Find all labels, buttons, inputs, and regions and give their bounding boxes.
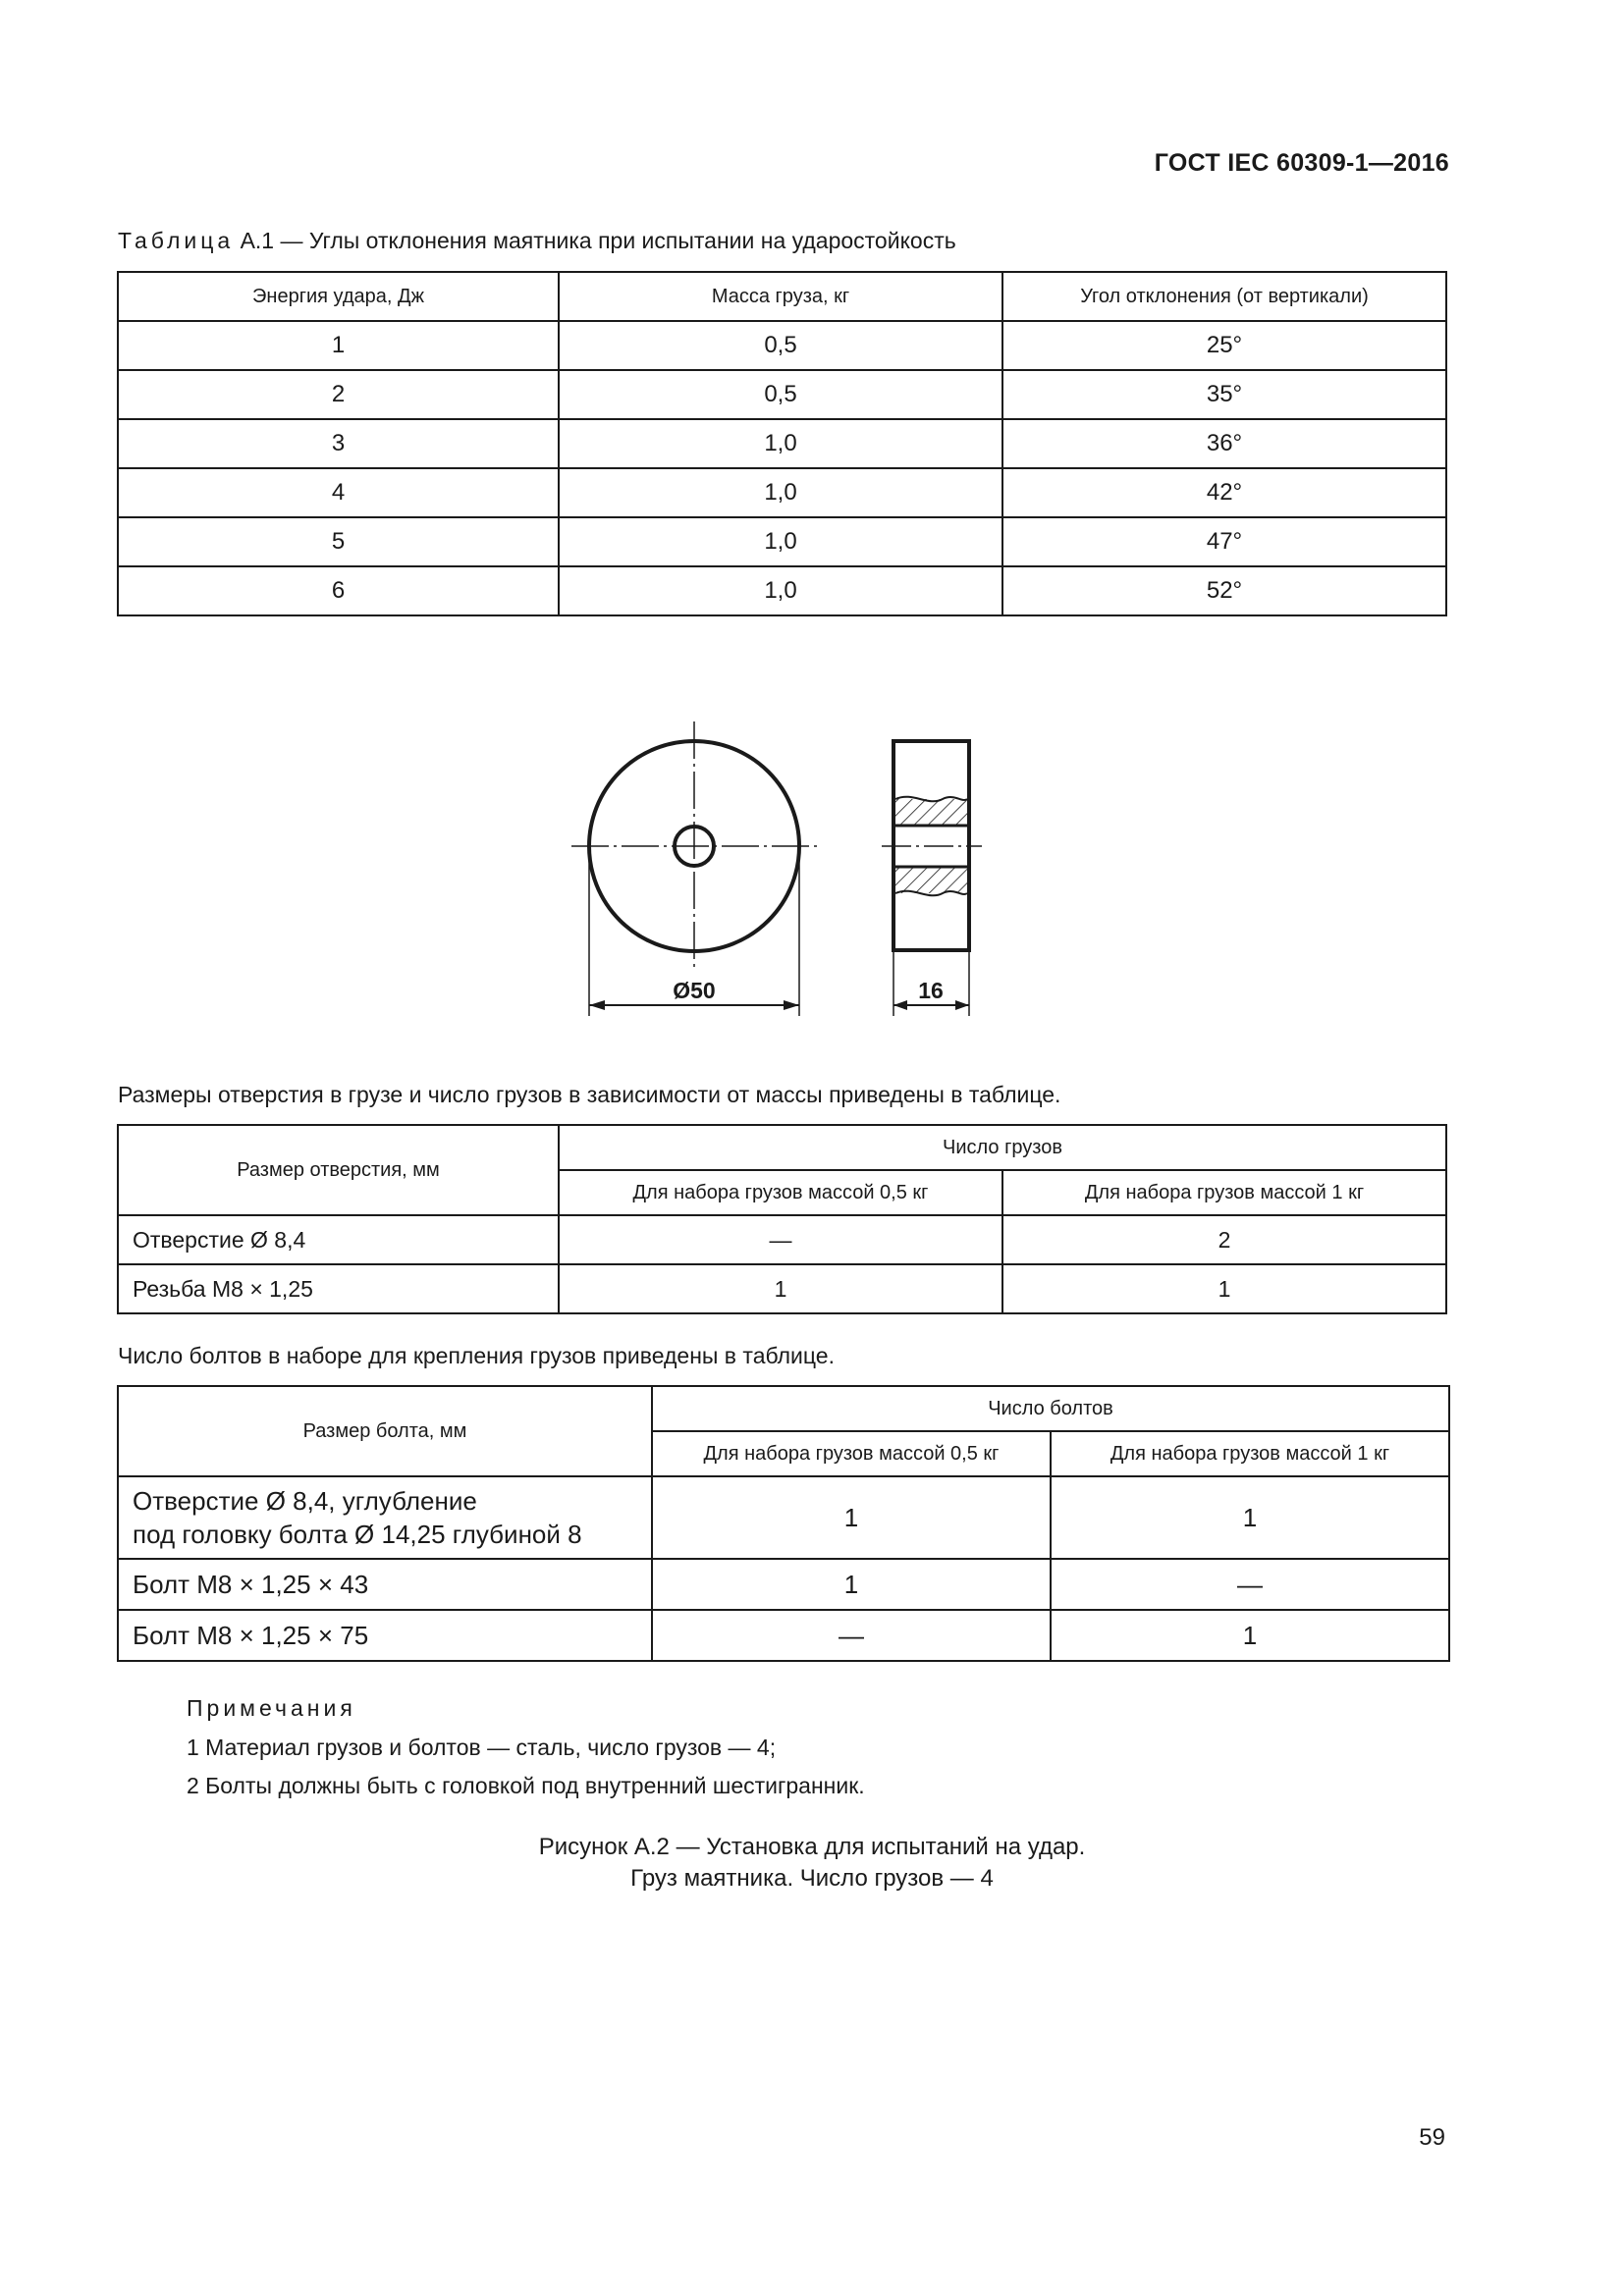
table-cell: 1 (652, 1559, 1051, 1610)
figure-caption-line: Груз маятника. Число грузов — 4 (630, 1865, 994, 1892)
diameter-label: Ø50 (673, 978, 716, 1003)
table-cell: 0,5 (559, 321, 1002, 370)
table-cell: 35° (1002, 370, 1446, 419)
arrow-head (893, 1000, 907, 1010)
table-cell: 1 (559, 1264, 1002, 1313)
cell-line: Отверстие Ø 8,4, углубление (133, 1486, 477, 1516)
note-item: 1 Материал грузов и болтов — сталь, число грузов — 4; (187, 1735, 777, 1760)
hole-size-table (117, 1124, 1447, 1314)
table-cell: 36° (1002, 419, 1446, 468)
deflection-angle-table (117, 271, 1447, 616)
table-cell: — (1051, 1559, 1449, 1610)
table-cell: 1,0 (559, 468, 1002, 517)
subheader-cell: Для набора грузов массой 1 кг (1051, 1431, 1449, 1476)
arrow-head (589, 1000, 605, 1010)
page-number: 59 (1419, 2124, 1445, 2151)
table-cell: 1,0 (559, 419, 1002, 468)
table-row (118, 1559, 1449, 1610)
table-cell: 2 (1002, 1215, 1446, 1264)
note-item: 2 Болты должны быть с головкой под внутренний шестигранник. (187, 1773, 865, 1798)
table-header-row (118, 1386, 1449, 1431)
table-cell: 0,5 (559, 370, 1002, 419)
table-header-row (118, 1125, 1446, 1170)
table-cell: 1 (1051, 1476, 1449, 1559)
table-cell: Болт М8 × 1,25 × 75 (118, 1610, 652, 1661)
notes-title: Примечания (187, 1695, 356, 1721)
table-cell: 3 (118, 419, 559, 468)
thickness-label: 16 (918, 978, 944, 1003)
table-header-row (118, 272, 1446, 321)
table-cell: 42° (1002, 468, 1446, 517)
cell-line: под головку болта Ø 14,25 глубиной 8 (133, 1520, 582, 1549)
figure-caption (0, 1832, 1624, 1895)
table-row (118, 1215, 1446, 1264)
arrow-head (784, 1000, 799, 1010)
table-row (118, 419, 1446, 468)
table-row (118, 321, 1446, 370)
table-cell: 4 (118, 468, 559, 517)
subheader-cell: Для набора грузов массой 0,5 кг (652, 1431, 1051, 1476)
table-cell: 5 (118, 517, 559, 566)
table2-intro: Размеры отверстия в грузе и число грузов в зависимости от массы приведены в таблице. (118, 1082, 1061, 1107)
table-cell: Отверстие Ø 8,4 (118, 1215, 559, 1264)
table1-caption-label: Таблица (118, 228, 235, 253)
table1-caption-text: А.1 — Углы отклонения маятника при испытании на ударостойкость (234, 228, 956, 253)
front-view (571, 721, 817, 1016)
table-cell: Резьба М8 × 1,25 (118, 1264, 559, 1313)
header-cell: Размер отверстия, мм (118, 1125, 559, 1215)
table-cell: 25° (1002, 321, 1446, 370)
weight-drawing (550, 717, 1001, 1031)
table-cell: 1,0 (559, 566, 1002, 615)
table-row (118, 1610, 1449, 1661)
subheader-cell: Для набора грузов массой 1 кг (1002, 1170, 1446, 1215)
table-row (118, 1476, 1449, 1559)
table-cell: 1 (1051, 1610, 1449, 1661)
table-row (118, 1264, 1446, 1313)
side-view (882, 741, 982, 1016)
table-cell: 1 (652, 1476, 1051, 1559)
table3-intro: Число болтов в наборе для крепления грузов приведены в таблице. (118, 1343, 835, 1368)
table1-caption (118, 228, 956, 254)
table-cell: 47° (1002, 517, 1446, 566)
table-cell: — (652, 1610, 1051, 1661)
table-cell: 2 (118, 370, 559, 419)
hatch-section (895, 799, 967, 826)
table-cell: 1 (1002, 1264, 1446, 1313)
table-cell: 1 (118, 321, 559, 370)
table-row (118, 566, 1446, 615)
table-cell: 1,0 (559, 517, 1002, 566)
arrow-head (955, 1000, 969, 1010)
subheader-cell: Для набора грузов массой 0,5 кг (559, 1170, 1002, 1215)
header-cell: Масса груза, кг (559, 272, 1002, 321)
header-cell: Размер болта, мм (118, 1386, 652, 1476)
bolt-table (117, 1385, 1450, 1662)
table-row (118, 370, 1446, 419)
table-cell: 52° (1002, 566, 1446, 615)
figure-caption-line: Рисунок А.2 — Установка для испытаний на удар. (538, 1834, 1086, 1860)
document-id: ГОСТ IEC 60309-1—2016 (1154, 149, 1449, 177)
group-header-cell: Число болтов (652, 1386, 1449, 1431)
hatch-section (895, 867, 967, 893)
table-row (118, 468, 1446, 517)
table-row (118, 517, 1446, 566)
table-cell: 6 (118, 566, 559, 615)
table-cell: — (559, 1215, 1002, 1264)
table-cell (118, 1476, 652, 1559)
table-cell: Болт М8 × 1,25 × 43 (118, 1559, 652, 1610)
header-cell: Угол отклонения (от вертикали) (1002, 272, 1446, 321)
header-cell: Энергия удара, Дж (118, 272, 559, 321)
group-header-cell: Число грузов (559, 1125, 1446, 1170)
